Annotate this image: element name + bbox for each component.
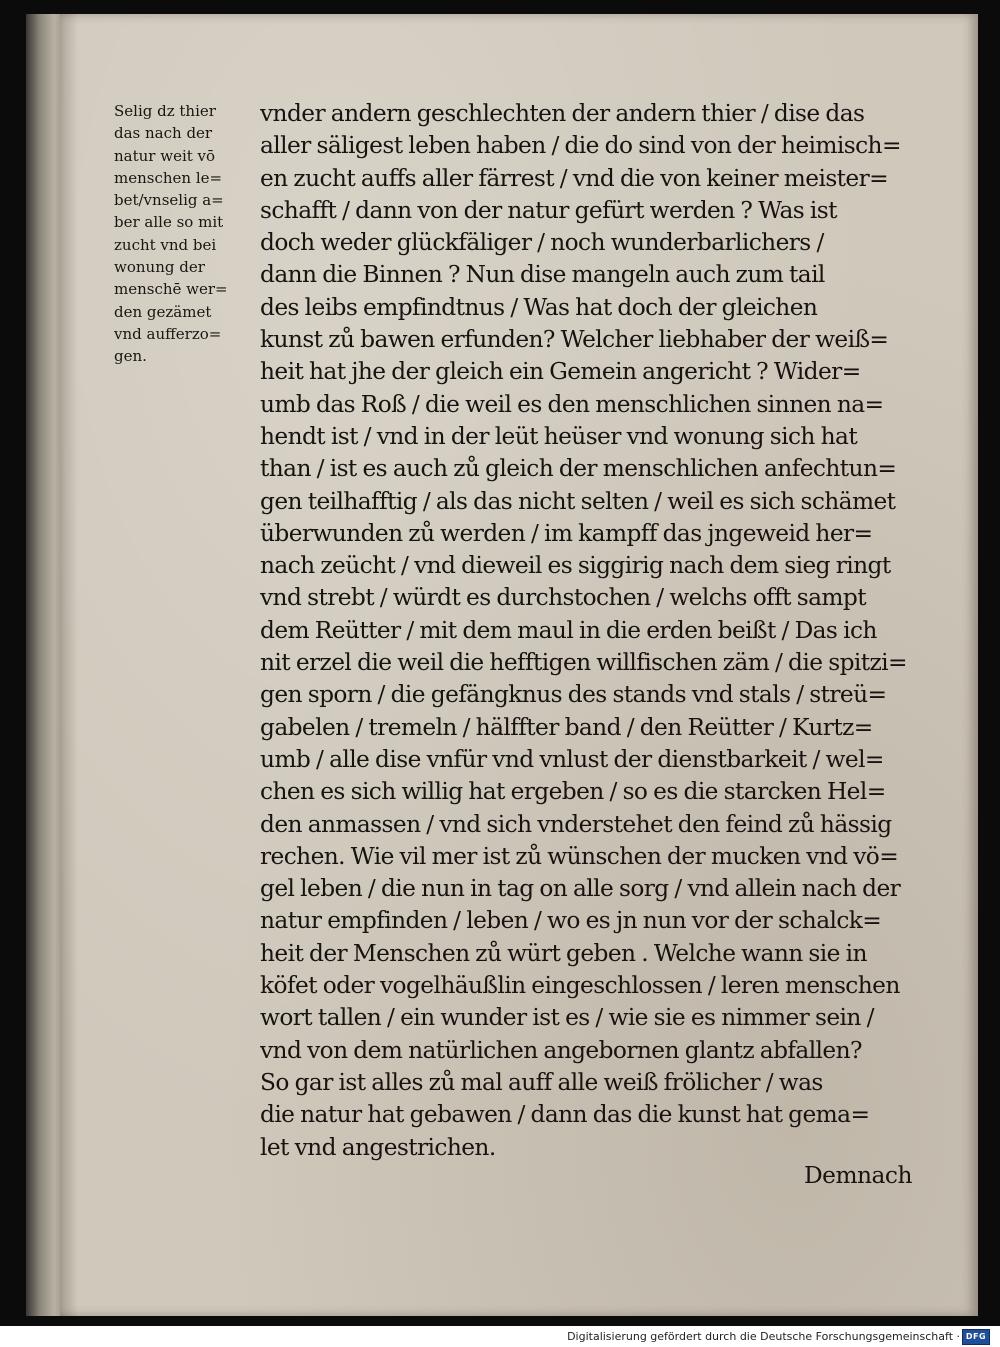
marginal-note-line: Selig dz thier [114, 102, 216, 120]
marginal-note-line: den gezämet [114, 302, 212, 321]
text-line: des leibs empfindtnus / Was hat doch der gleichen [260, 293, 818, 321]
text-line: vnder andern geschlechten der andern thier / dise das [260, 100, 865, 127]
text-line: aller säligest leben haben / die do sind von der heimisch= [260, 132, 901, 160]
marginal-note-line: natur weit vō [114, 146, 216, 165]
dfg-logo-icon: DFG [962, 1329, 990, 1345]
text-line: nach zeücht / vnd dieweil es siggirig nach dem sieg ringt [260, 552, 891, 580]
text-line: wort tallen / ein wunder ist es / wie sie es nimmer sein / [260, 1004, 874, 1032]
text-line: nit erzel die weil die hefftigen willfischen zäm / die spitzi= [260, 649, 907, 677]
text-line: dann die Binnen ? Nun dise mangeln auch zum tail [260, 261, 825, 289]
text-line: chen es sich willig hat ergeben / so es die starcken Hel= [260, 778, 886, 806]
marginal-note [114, 100, 256, 368]
marginal-note-line: menschē wer= [114, 280, 228, 299]
text-line: let vnd angestrichen. [260, 1133, 496, 1161]
marginal-note-line: gen. [114, 347, 147, 366]
text-line: gen sporn / die gefängknus des stands vnd stals / streü= [260, 681, 887, 709]
text-line: So gar ist alles zů mal auff alle weiß frölicher / was [260, 1068, 823, 1096]
text-line: überwunden zů werden / im kampff das jngeweid her= [260, 519, 873, 547]
text-line: kunst zů bawen erfunden? Welcher liebhaber der weiß= [260, 326, 889, 354]
text-line: den anmassen / vnd sich vnderstehet den feind zů hässig [260, 810, 892, 838]
text-line: gen teilhafftig / als das nicht selten / weil es sich schämet [260, 487, 896, 515]
marginal-note-line: vnd aufferzo= [114, 324, 222, 343]
text-line: köfet oder vogelhäußlin eingeschlossen / leren menschen [260, 972, 900, 1000]
text-line: umb das Roß / die weil es den menschlichen sinnen na= [260, 390, 884, 418]
marginal-note-line: bet/vnselig a= [114, 191, 224, 210]
text-line: die natur hat gebawen / dann das die kunst hat gema= [260, 1101, 870, 1129]
text-line: doch weder glückfäliger / noch wunderbarlichers / [260, 229, 824, 257]
text-line: heit hat jhe der gleich ein Gemein angericht ? Wider= [260, 358, 861, 386]
text-line: heit der Menschen zů würt geben . Welche wann sie in [260, 939, 867, 967]
text-line: en zucht auffs aller färrest / vnd die von keiner meister= [260, 164, 889, 192]
marginal-note-line: menschen le= [114, 168, 223, 187]
text-line: dem Reütter / mit dem maul in die erden beißt / Das ich [260, 616, 877, 644]
marginal-note-line: wonung der [114, 258, 205, 277]
text-line: than / ist es auch zů gleich der menschlichen anfechtun= [260, 455, 897, 483]
catchword: Demnach [803, 1162, 912, 1189]
marginal-note-line: zucht vnd bei [114, 235, 217, 254]
text-line: hendt ist / vnd in der leüt heüser vnd wonung sich hat [260, 422, 858, 450]
text-line: vnd von dem natürlichen angebornen glantz abfallen? [260, 1036, 862, 1064]
text-line: rechen. Wie vil mer ist zů wünschen der mucken vnd vö= [260, 842, 899, 870]
main-text-block [260, 98, 916, 1164]
text-line: vnd strebt / würdt es durchstochen / welchs offt sampt [260, 584, 866, 612]
marginal-note-line: ber alle so mit [114, 213, 224, 232]
text-line: umb / alle dise vnfür vnd vnlust der dienstbarkeit / wel= [260, 745, 884, 773]
text-line: natur empfinden / leben / wo es jn nun vor der schalck= [260, 907, 882, 935]
text-line: schafft / dann von der natur gefürt werden ? Was ist [260, 196, 837, 224]
text-line: gel leben / die nun in tag on alle sorg / vnd allein nach der [260, 875, 901, 903]
text-line: gabelen / tremeln / hälffter band / den Reütter / Kurtz= [260, 713, 873, 741]
funding-credit: Digitalisierung gefördert durch die Deutsche Forschungsgemeinschaft · [567, 1330, 960, 1343]
marginal-note-line: das nach der [114, 124, 213, 143]
